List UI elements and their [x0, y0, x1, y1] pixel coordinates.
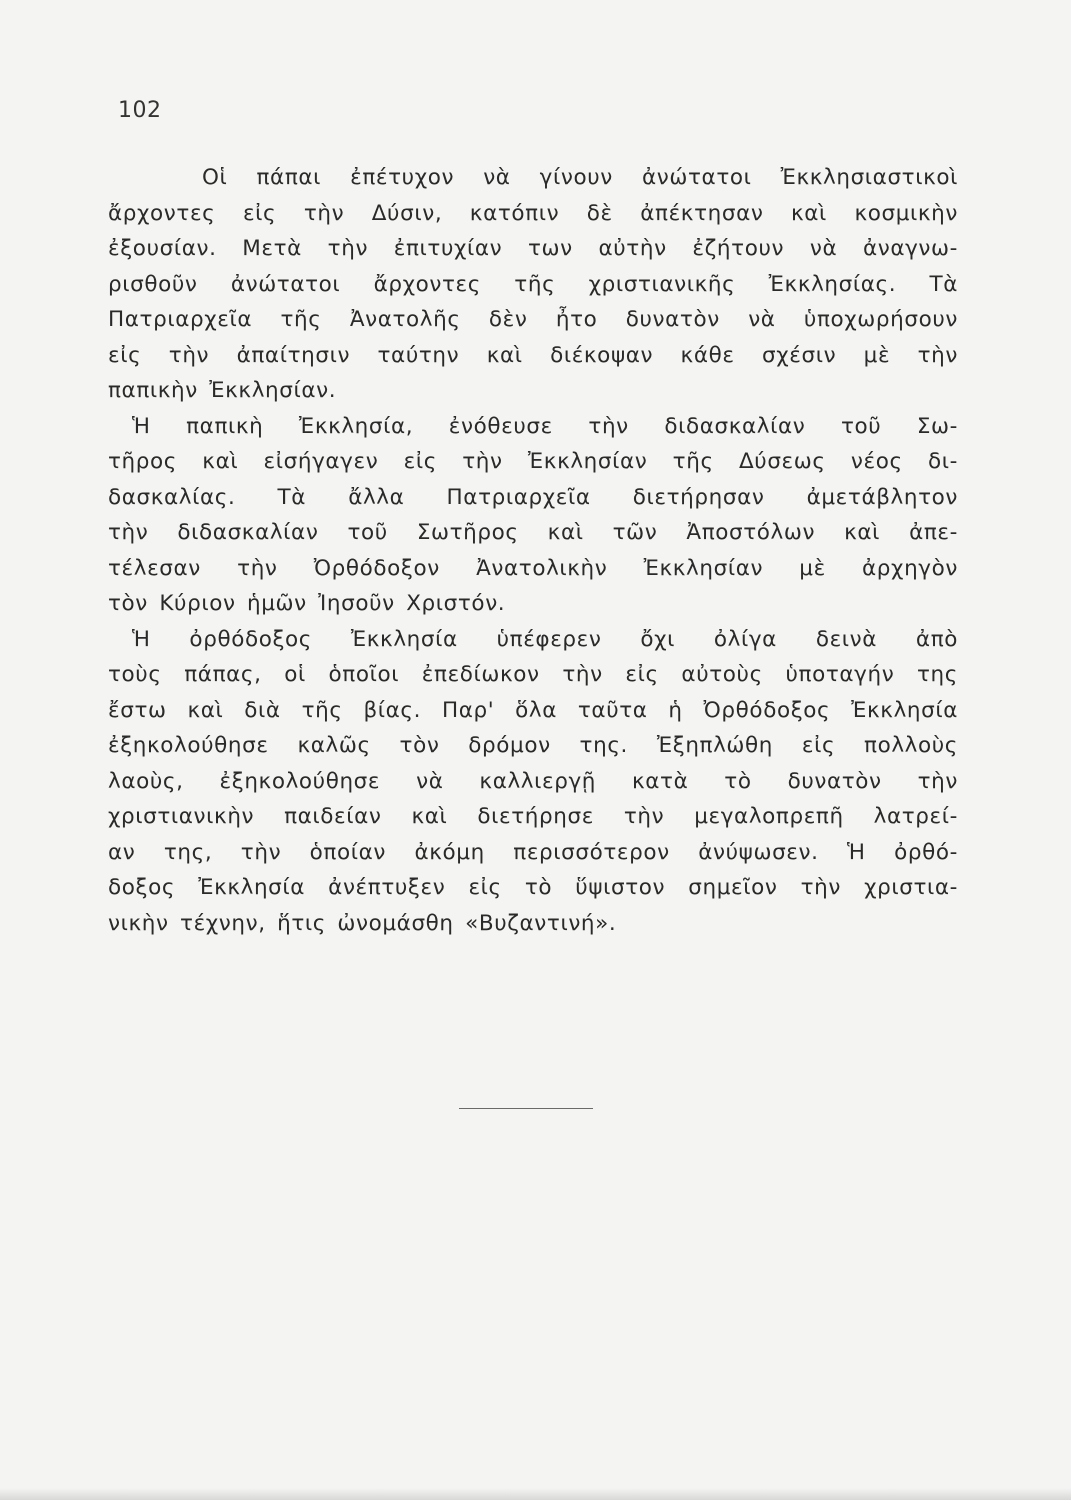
text-line: Ἡ ὀρθόδοξος Ἐκκλησία ὑπέφερεν ὄχι ὀλίγα δεινὰ ἀπὸ: [132, 626, 958, 652]
text-line: τὴν διδασκαλίαν τοῦ Σωτῆρος καὶ τῶν Ἀποστόλων καὶ ἀπε-: [108, 520, 958, 545]
text-line: αν της, τὴν ὁποίαν ἀκόμη περισσότερον ἀνύψωσεν. Ἡ ὀρθό-: [108, 839, 958, 865]
text-line: εἰς τὴν ἀπαίτησιν ταύτην καὶ διέκοψαν κάθε σχέσιν μὲ τὴν: [108, 342, 958, 368]
text-line: Ἡ παπικὴ Ἐκκλησία, ἐνόθευσε τὴν διδασκαλίαν τοῦ Σω-: [132, 413, 958, 439]
text-line: ρισθοῦν ἀνώτατοι ἄρχοντες τῆς χριστιανικῆς Ἐκκλησίας. Τὰ: [108, 271, 958, 297]
text-line: Οἱ πάπαι ἐπέτυχον νὰ γίνουν ἀνώτατοι Ἐκκλησιαστικοὶ: [202, 165, 958, 190]
page-bottom-edge: [0, 1488, 1071, 1500]
text-line: νικὴν τέχνην, ἥτις ὠνομάσθη «Βυζαντινή».: [108, 910, 617, 936]
page-number: 102: [118, 98, 162, 123]
text-line: τὸν Κύριον ἡμῶν Ἰησοῦν Χριστόν.: [108, 591, 506, 616]
text-line: ἐξουσίαν. Μετὰ τὴν ἐπιτυχίαν των αὐτὴν ἐζήτουν νὰ ἀναγνω-: [108, 236, 958, 261]
text-line: ἐξηκολούθησε καλῶς τὸν δρόμον της. Ἐξηπλώθη εἰς πολλοὺς: [108, 733, 958, 758]
text-line: λαοὺς, ἐξηκολούθησε νὰ καλλιεργῇ κατὰ τὸ δυνατὸν τὴν: [108, 768, 958, 794]
text-line: χριστιανικὴν παιδείαν καὶ διετήρησε τὴν μεγαλοπρεπῆ λατρεί-: [108, 804, 958, 829]
text-line: παπικὴν Ἐκκλησίαν.: [108, 378, 337, 403]
text-line: ἔστω καὶ διὰ τῆς βίας. Παρ' ὅλα ταῦτα ἡ Ὀρθόδοξος Ἐκκλησία: [108, 697, 958, 723]
body-text: [108, 160, 958, 941]
text-line: δασκαλίας. Τὰ ἄλλα Πατριαρχεῖα διετήρησαν ἀμετάβλητον: [108, 484, 958, 510]
text-line: δοξος Ἐκκλησία ἀνέπτυξεν εἰς τὸ ὕψιστον σημεῖον τὴν χριστια-: [108, 875, 958, 900]
text-line: ἄρχοντες εἰς τὴν Δύσιν, κατόπιν δὲ ἀπέκτησαν καὶ κοσμικὴν: [108, 200, 958, 226]
section-divider: [459, 1108, 593, 1109]
text-line: τῆρος καὶ εἰσήγαγεν εἰς τὴν Ἐκκλησίαν τῆς Δύσεως νέος δι-: [108, 449, 958, 474]
text-line: τοὺς πάπας, οἱ ὁποῖοι ἐπεδίωκον τὴν εἰς αὐτοὺς ὑποταγήν της: [108, 662, 958, 687]
text-line: Πατριαρχεῖα τῆς Ἀνατολῆς δὲν ἦτο δυνατὸν νὰ ὑποχωρήσουν: [108, 307, 958, 332]
text-line: τέλεσαν τὴν Ὀρθόδοξον Ἀνατολικὴν Ἐκκλησίαν μὲ ἀρχηγὸν: [108, 555, 958, 581]
